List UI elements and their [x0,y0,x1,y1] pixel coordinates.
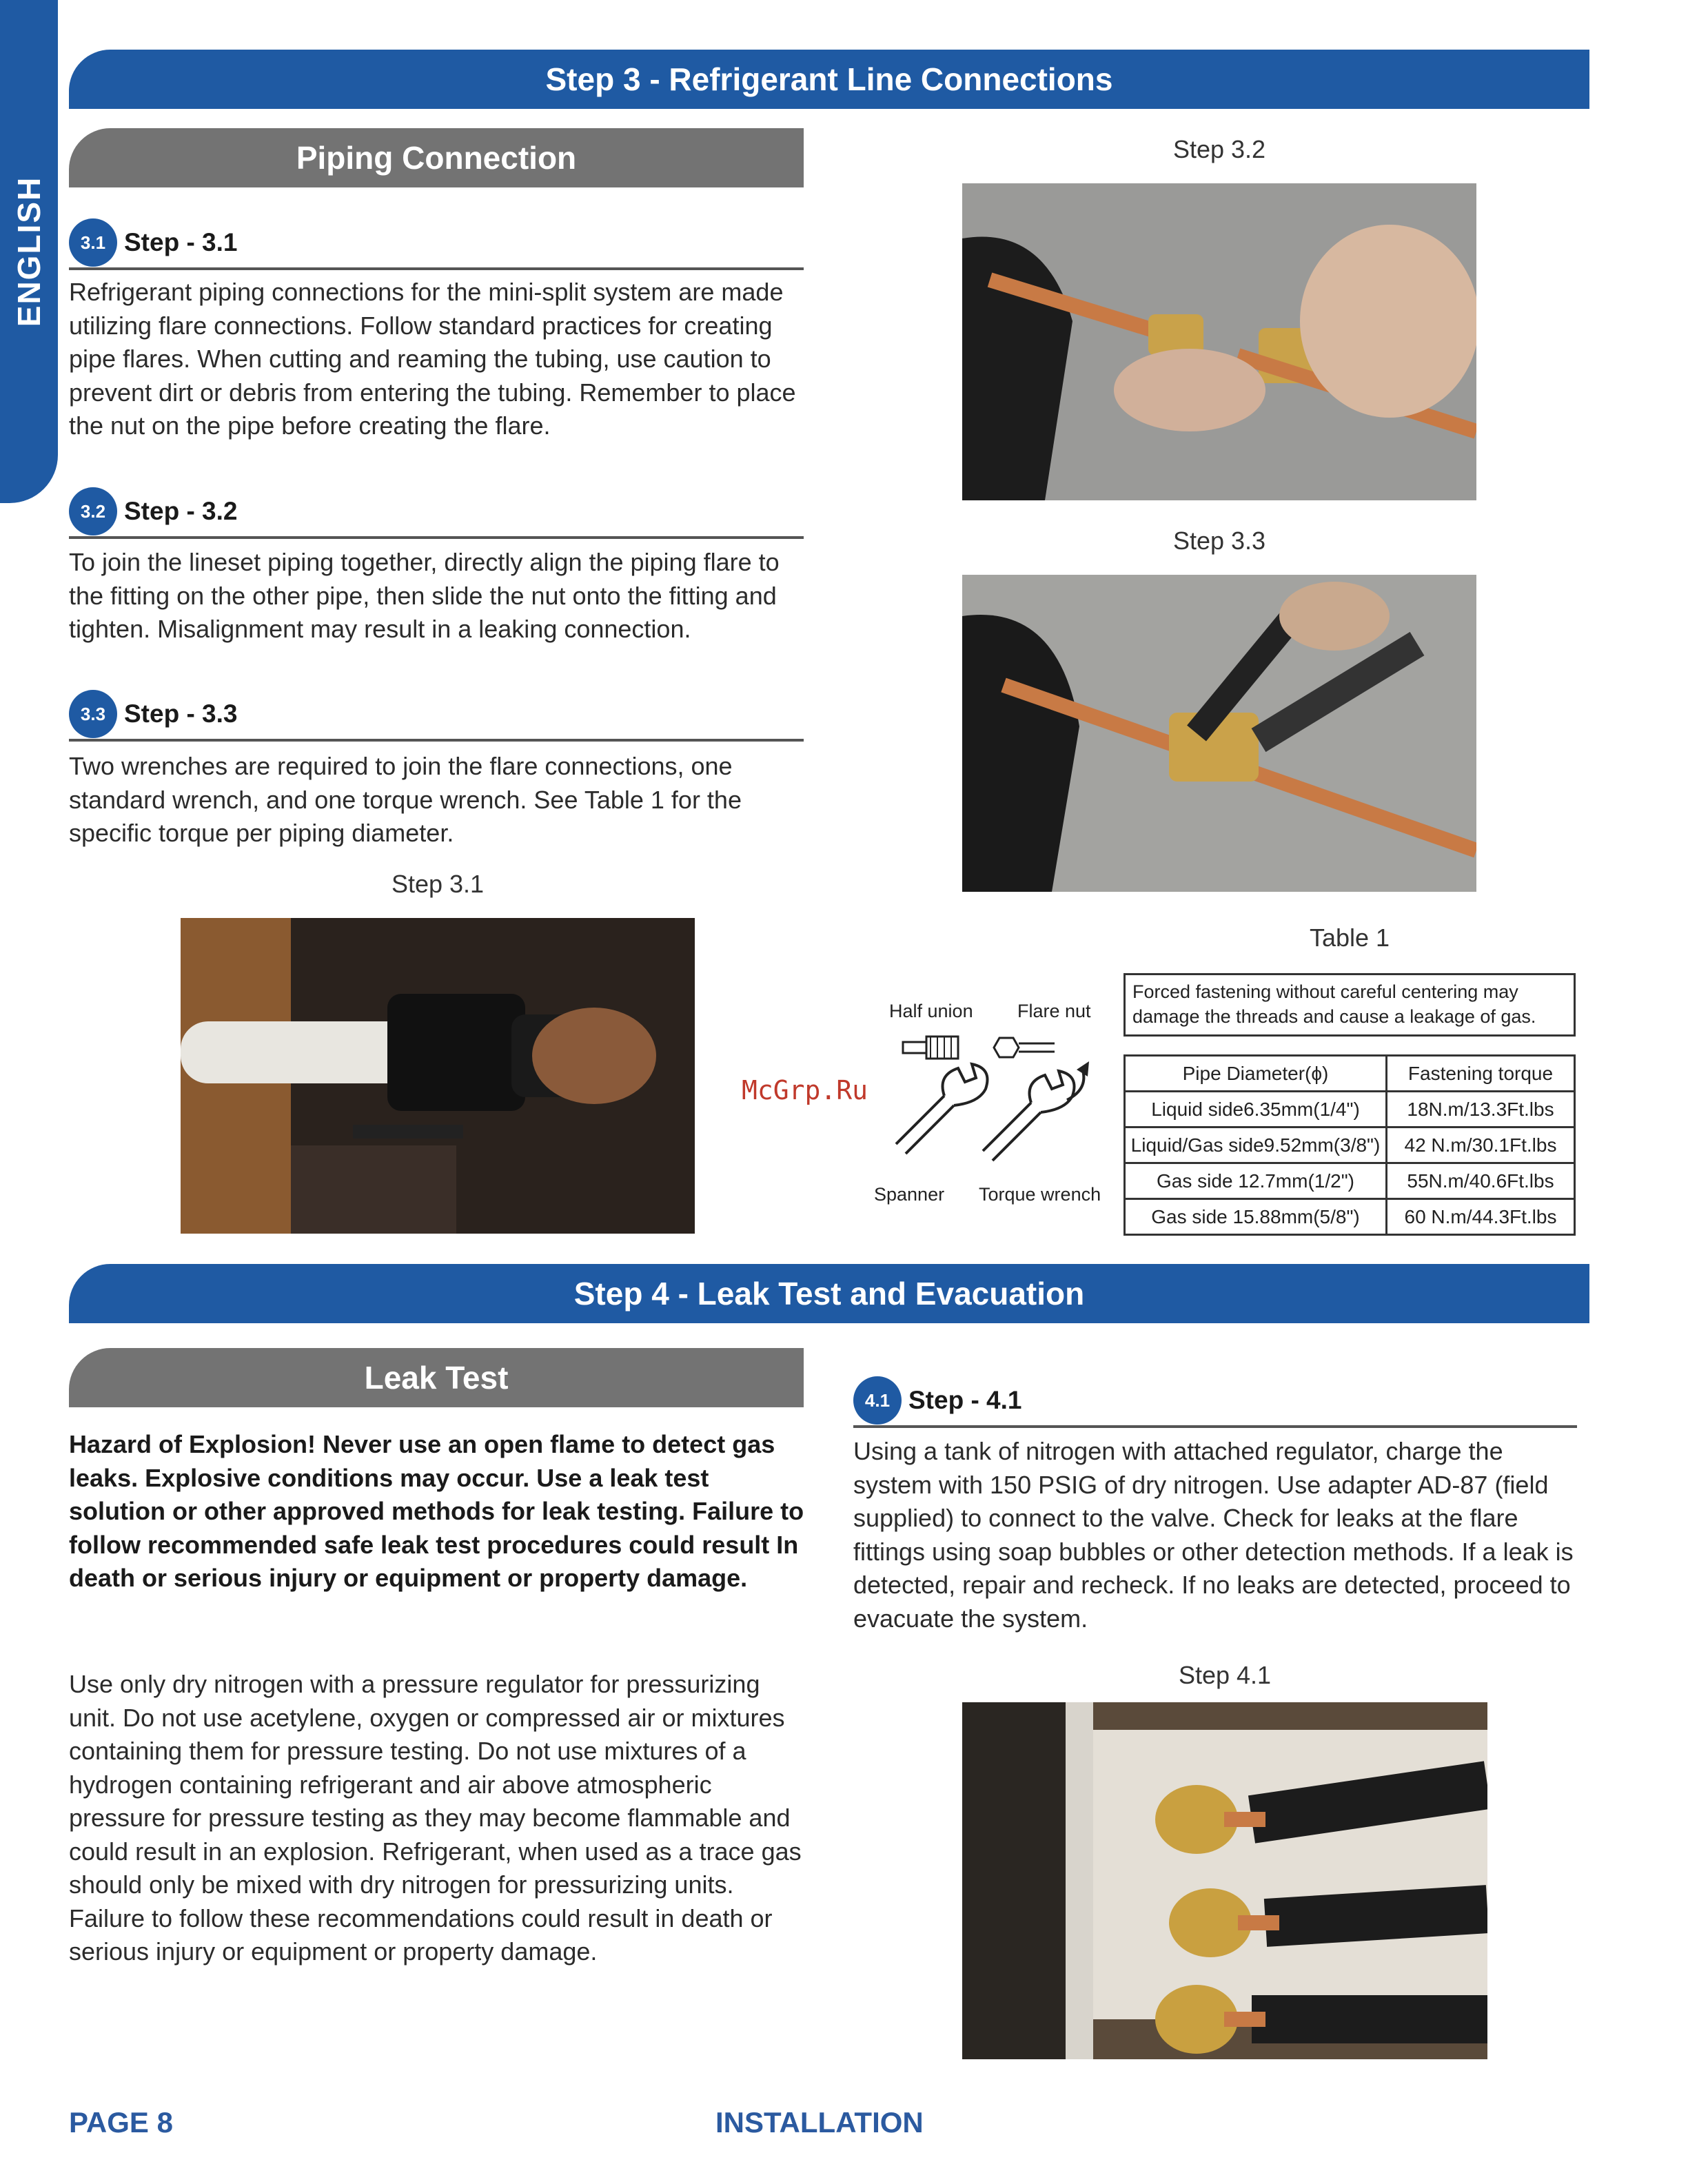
section-name: INSTALLATION [715,2106,924,2139]
table-row [1125,1092,1575,1127]
watermark: McGrp.Ru [742,1075,868,1105]
flaring-tool-illustration [181,918,695,1234]
table-1-note: Forced fastening without careful centering may damage the threads and cause a leakage of gas. [1123,973,1576,1037]
page-number: PAGE 8 [69,2106,173,2139]
torque-cell: 42 N.m/30.1Ft.lbs [1387,1127,1575,1163]
step-3-3-title: Step - 3.3 [124,700,238,728]
leak-test-text: Use only dry nitrogen with a pressure regulator for pressurizing unit. Do not use acetylene, oxygen or compressed air or mixtures containing them for pressure testing. Do not use mixtures of a hydrogen containing refrigerant and air above atmospheric pressure for pressure testing as they may become flammable and could result in an explosion. Refrigerant, when used as a trace gas should only be mixed with dry nitrogen for pressurizing units. Failure to follow these recommendations could result in death or serious injury or equipment or property damage. [69,1670,802,1966]
step-3-1-caption: Step 3.1 [391,870,485,898]
flare-nut-label: Flare nut [1017,1001,1091,1021]
half-union-icon [903,1037,958,1059]
header-pipe-diameter: Pipe Diameter(ϕ) [1125,1056,1387,1092]
step-3-1-badge: 3.1 [69,218,117,267]
step-3-1-title: Step - 3.1 [124,228,238,256]
pipe-diameter-cell: Gas side 12.7mm(1/2") [1125,1163,1387,1199]
step-3-3-caption: Step 3.3 [1172,527,1266,555]
step-4-1-badge: 4.1 [853,1376,902,1425]
torque-table [1123,1054,1576,1236]
language-tab-label: ENGLISH [11,176,47,327]
step-4-1-photo [962,1702,1487,2059]
step-4-1-caption: Step 4.1 [1178,1661,1272,1689]
tools-diagram [889,1034,1123,1192]
torque-wrench-icon [983,1061,1089,1161]
torque-cell: 18N.m/13.3Ft.lbs [1387,1092,1575,1127]
step-3-2-heading [69,487,804,539]
step-4-1-title: Step - 4.1 [908,1386,1022,1414]
header-fastening-torque: Fastening torque [1387,1056,1575,1092]
pipe-diameter-cell: Gas side 15.88mm(5/8") [1125,1199,1387,1235]
step-4-1-heading [853,1376,1577,1428]
spanner-label: Spanner [874,1184,945,1205]
step-3-2-text: To join the lineset piping together, directly align the piping flare to the fitting on the other pipe, then slide the nut onto the fitting and tighten. Misalignment may result in a leaking connection. [69,548,780,643]
step-3-3-photo [962,575,1476,892]
leak-test-fittings-illustration [962,1702,1487,2059]
table-row [1125,1127,1575,1163]
pipe-diameter-cell: Liquid side6.35mm(1/4") [1125,1092,1387,1127]
hazard-warning: Hazard of Explosion! Never use an open flame to detect gas leaks. Explosive conditions may occur. Use a leak test solution or other approved methods for leak testing. Failure to follow recommended safe leak test procedures could result In death or serious injury or equipment or property damage. [69,1430,804,1592]
step3-banner: Step 3 - Refrigerant Line Connections [69,50,1589,109]
step-3-2-title: Step - 3.2 [124,497,238,525]
step-3-3-heading [69,689,804,742]
step-3-1-text: Refrigerant piping connections for the mini-split system are made utilizing flare connections. Follow standard practices for creating pipe flares. When cutting and reaming the tubing, use caution to prevent dirt or debris from entering the tubing. Remember to place the nut on the pipe before creating the flare. [69,278,796,440]
piping-connection-banner: Piping Connection [69,128,804,187]
step-3-2-photo [962,183,1476,500]
table-header-row [1125,1056,1575,1092]
leak-test-banner: Leak Test [69,1348,804,1407]
torque-cell: 55N.m/40.6Ft.lbs [1387,1163,1575,1199]
torque-cell: 60 N.m/44.3Ft.lbs [1387,1199,1575,1235]
wrench-tightening-illustration [962,575,1476,892]
half-union-label: Half union [889,1001,973,1021]
step-3-2-caption: Step 3.2 [1172,135,1266,163]
step-3-3-badge: 3.3 [69,690,117,738]
pipe-alignment-illustration [962,183,1476,500]
table-1-caption: Table 1 [1309,923,1390,952]
language-tab [0,0,58,503]
spanner-icon [896,1064,988,1154]
step-3-2-badge: 3.2 [69,487,117,535]
torque-wrench-label: Torque wrench [979,1184,1101,1205]
step4-banner: Step 4 - Leak Test and Evacuation [69,1264,1589,1323]
step-3-1-heading [69,218,804,270]
step-3-1-photo [181,918,695,1234]
pipe-diameter-cell: Liquid/Gas side9.52mm(3/8") [1125,1127,1387,1163]
step-3-3-text: Two wrenches are required to join the flare connections, one standard wrench, and one torque wrench. See Table 1 for the specific torque per piping diameter. [69,752,742,847]
flare-nut-icon [994,1038,1055,1057]
step-4-1-text: Using a tank of nitrogen with attached regulator, charge the system with 150 PSIG of dry nitrogen. Use adapter AD-87 (field supplied) to connect to the valve. Check for leaks at the flare fittings using soap bubbles or other detection methods. If a leak is detected, repair and recheck. If no leaks are detected, proceed to evacuate the system. [853,1437,1574,1633]
table-row [1125,1199,1575,1235]
table-row [1125,1163,1575,1199]
